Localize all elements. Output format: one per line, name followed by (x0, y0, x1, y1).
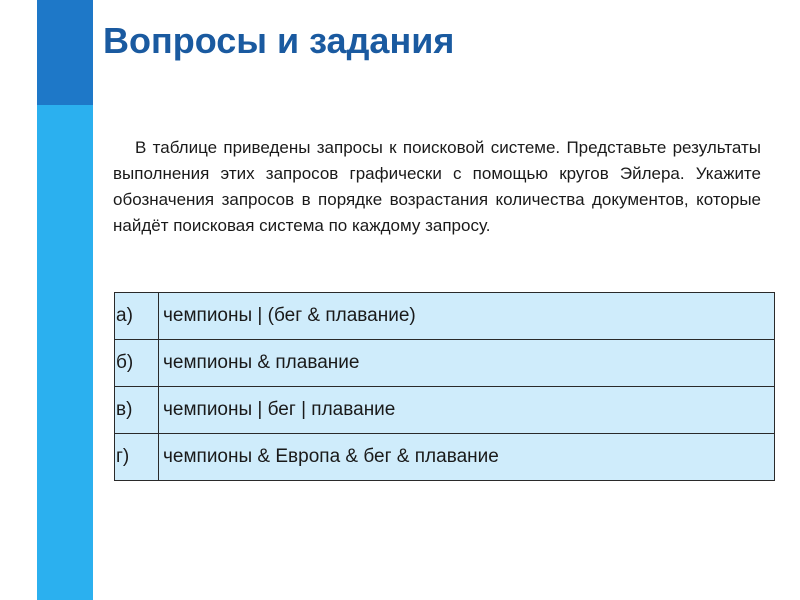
query-letter: а) (115, 293, 159, 340)
table-row (115, 340, 775, 387)
query-letter: б) (115, 340, 159, 387)
table-row (115, 293, 775, 340)
task-text: В таблице приведены запросы к поисковой системе. Представьте результаты выполнения этих запросов графически с помощью кругов Эйлера. Укажите обозначения запросов в порядке возрастания количества документов, которые найдёт поисковая система по каждому запросу. (113, 138, 761, 235)
sidebar-accent-light (37, 105, 93, 600)
table-row (115, 434, 775, 481)
queries-table (114, 292, 775, 481)
query-text: чемпионы | (бег & плавание) (159, 293, 775, 340)
query-text: чемпионы & плавание (159, 340, 775, 387)
query-text: чемпионы | бег | плавание (159, 387, 775, 434)
table-row (115, 387, 775, 434)
query-letter: г) (115, 434, 159, 481)
query-letter: в) (115, 387, 159, 434)
slide-title: Вопросы и задания (103, 20, 455, 61)
query-text: чемпионы & Европа & бег & плавание (159, 434, 775, 481)
sidebar-accent-dark (37, 0, 93, 105)
